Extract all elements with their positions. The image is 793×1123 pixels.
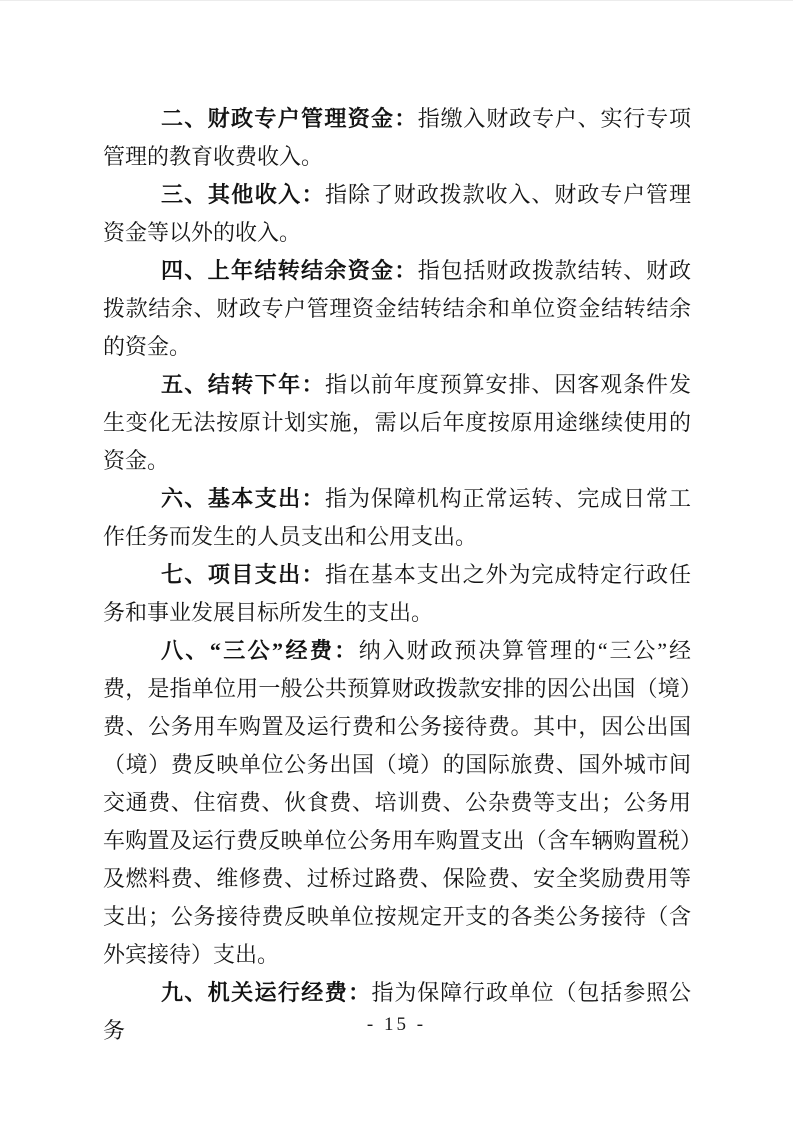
definition-text: 指为保障机构正常运转、完成日常工作任务而发生的人员支出和公用支出。 bbox=[103, 486, 691, 549]
definition-paragraph bbox=[103, 176, 691, 252]
page-number: - 15 - bbox=[366, 1014, 427, 1035]
definition-term: 三、其他收入： bbox=[161, 182, 326, 207]
document-body bbox=[103, 100, 691, 1050]
definition-paragraph bbox=[103, 252, 691, 366]
definition-text: 指为保障行政单位（包括参照公务 bbox=[103, 980, 691, 1043]
definition-text: 指在基本支出之外为完成特定行政任务和事业发展目标所发生的支出。 bbox=[103, 562, 691, 625]
definition-paragraph bbox=[103, 366, 691, 480]
definition-paragraph bbox=[103, 556, 691, 632]
definition-text: 指缴入财政专户、实行专项管理的教育收费收入。 bbox=[103, 106, 691, 169]
definition-paragraph bbox=[103, 974, 691, 1050]
definition-text: 纳入财政预决算管理的“三公”经费，是指单位用一般公共预算财政拨款安排的因公出国（境）费、公务用车购置及运行费和公务接待费。其中，因公出国（境）费反映单位公务出国（境）的国际旅费、国外城市间交通费、住宿费、伙食费、培训费、公杂费等支出；公务用车购置及运行费反映单位公务用车购置支出（含车辆购置税）及燃料费、维修费、过桥过路费、保险费、安全奖励费用等支出；公务接待费反映单位按规定开支的各类公务接待（含外宾接待）支出。 bbox=[103, 638, 691, 967]
definition-term: 四、上年结转结余资金： bbox=[161, 258, 418, 283]
definition-term: 二、财政专户管理资金： bbox=[161, 106, 418, 131]
definition-text: 指包括财政拨款结转、财政拨款结余、财政专户管理资金结转结余和单位资金结转结余的资金。 bbox=[103, 258, 691, 359]
definition-term: 七、项目支出： bbox=[161, 562, 326, 587]
definition-term: 八、“三公”经费： bbox=[161, 638, 359, 663]
definition-paragraph bbox=[103, 480, 691, 556]
definition-term: 九、机关运行经费： bbox=[161, 980, 372, 1005]
definition-paragraph bbox=[103, 100, 691, 176]
definition-text: 指以前年度预算安排、因客观条件发生变化无法按原计划实施，需以后年度按原用途继续使用的资金。 bbox=[103, 372, 691, 473]
definition-term: 五、结转下年： bbox=[161, 372, 326, 397]
definition-term: 六、基本支出： bbox=[161, 486, 326, 511]
definition-paragraph bbox=[103, 632, 691, 974]
definition-text: 指除了财政拨款收入、财政专户管理资金等以外的收入。 bbox=[103, 182, 691, 245]
